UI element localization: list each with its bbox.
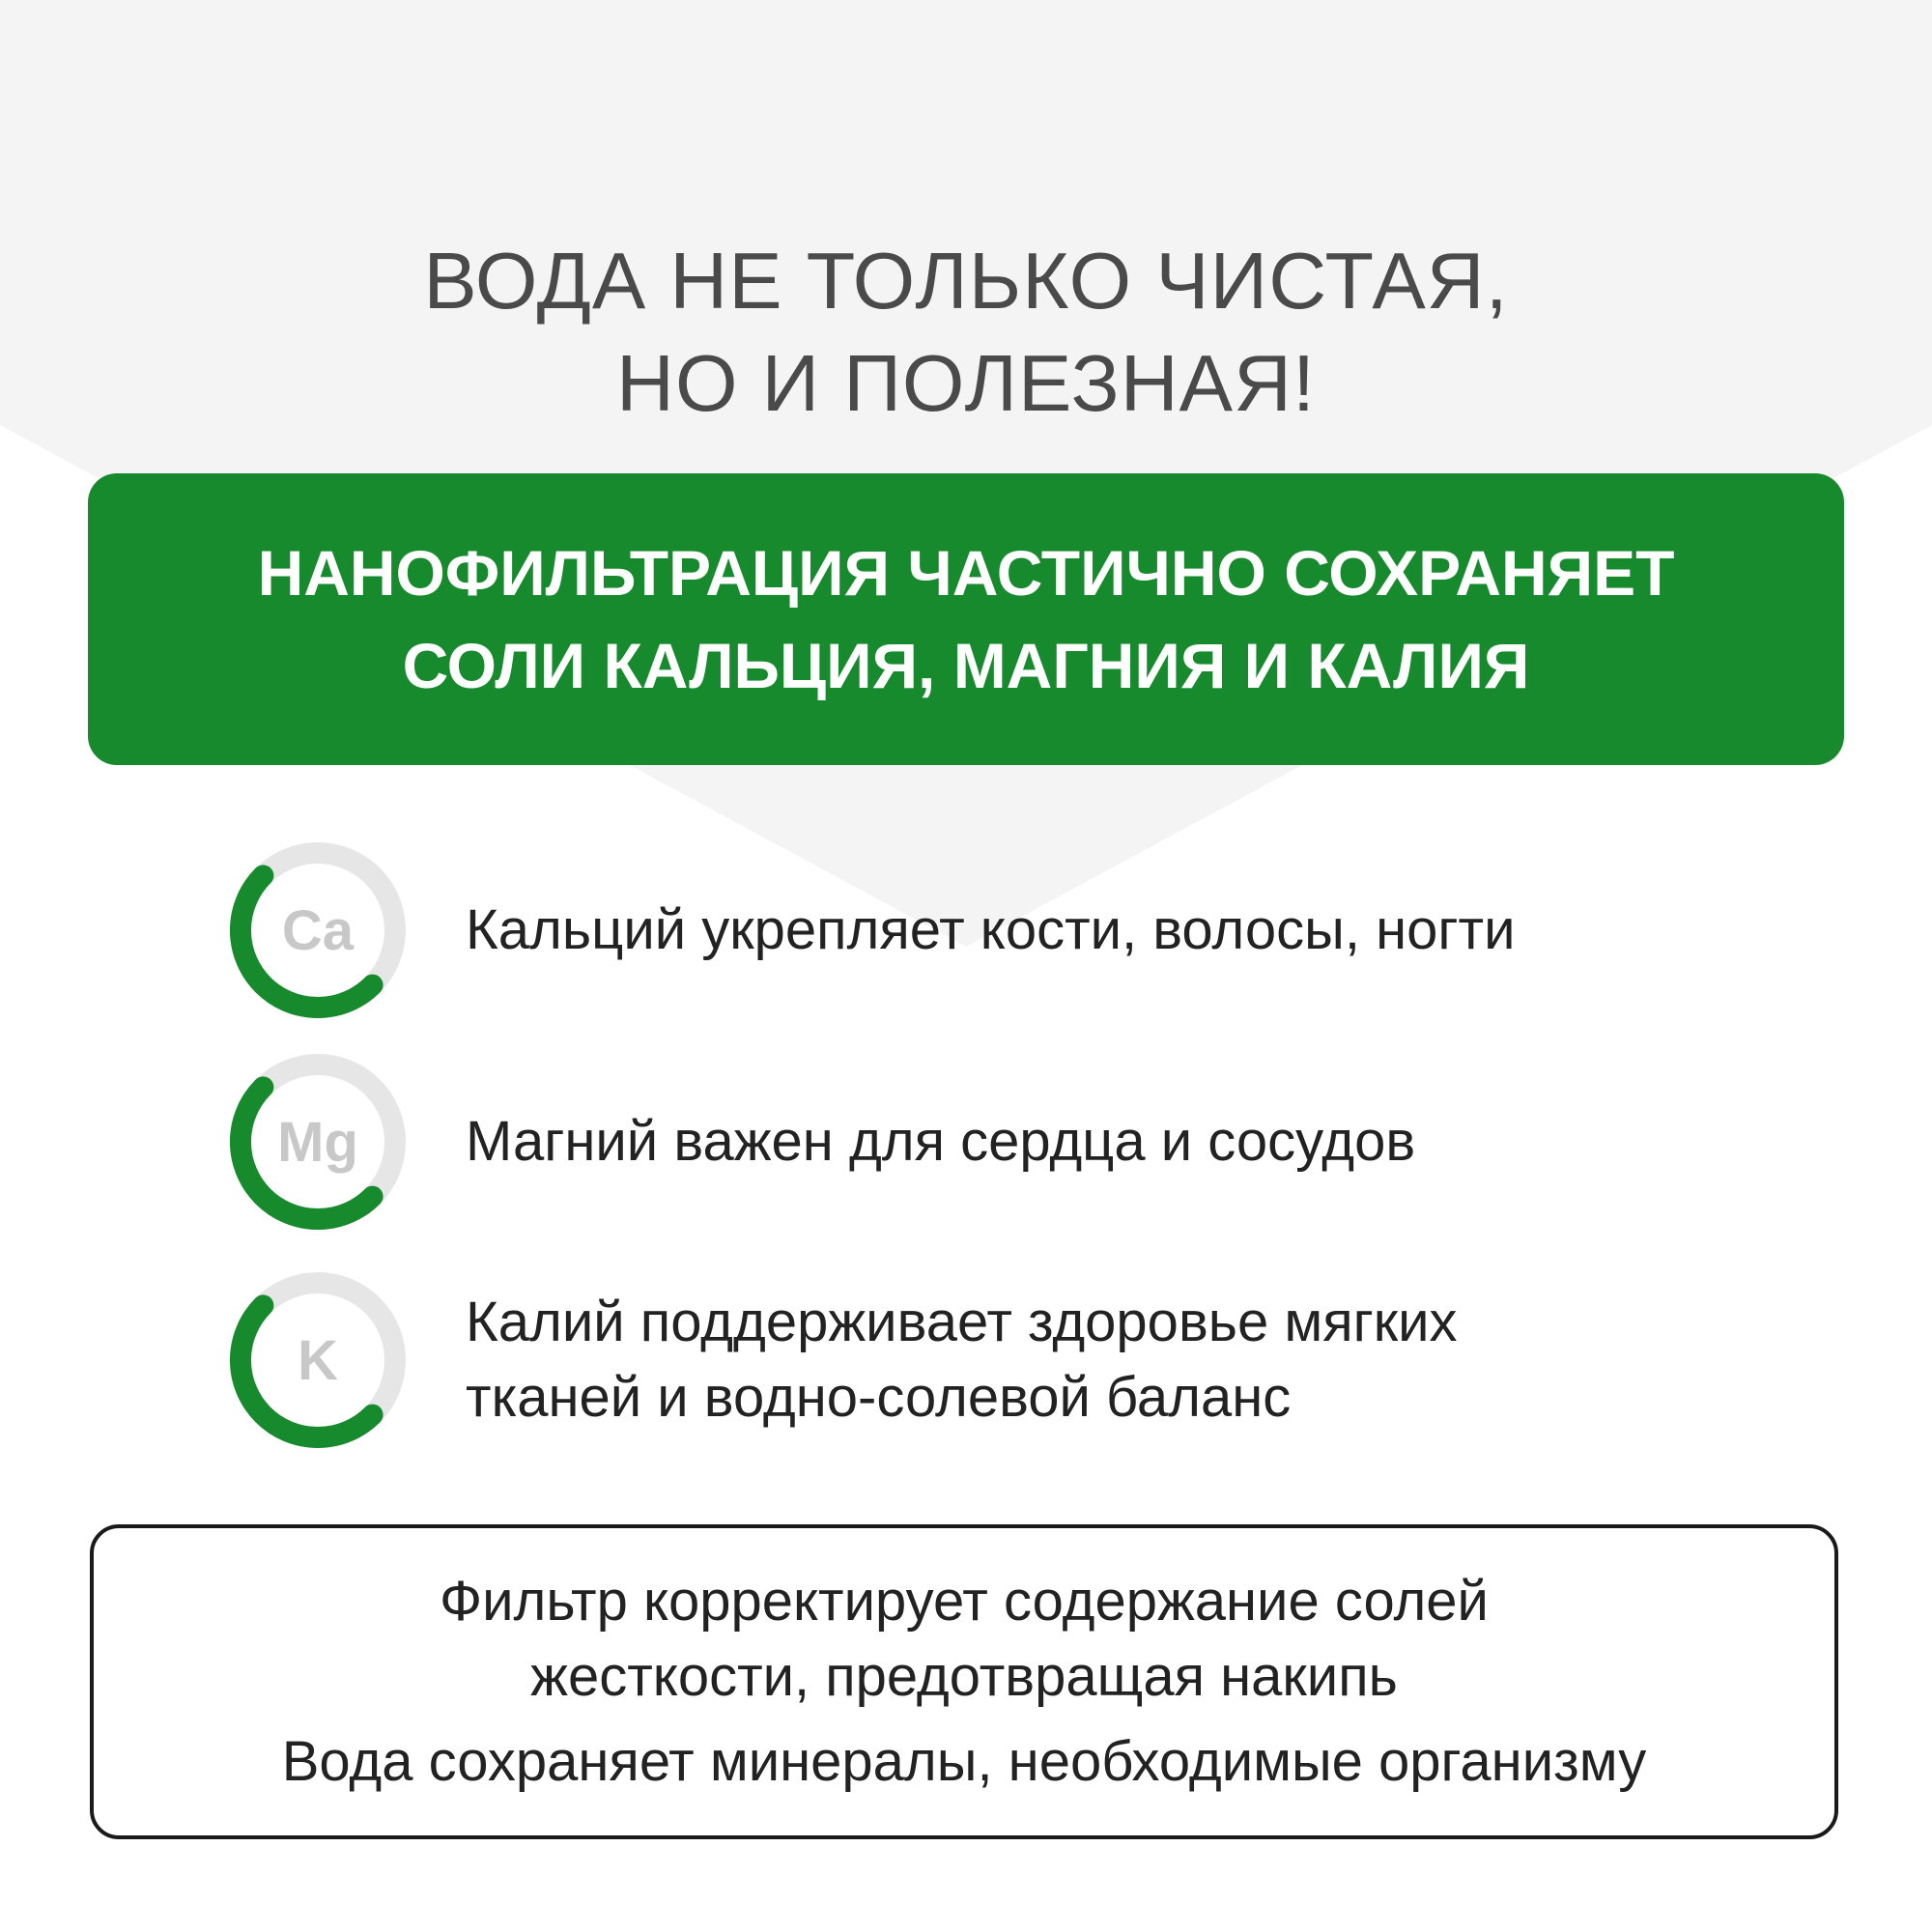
magnesium-symbol: Mg [277,1110,358,1174]
info-line-2: жесткости, предотвращая накипь [530,1645,1398,1708]
headline [0,230,1932,435]
banner-line-1: НАНОФИЛЬТРАЦИЯ ЧАСТИЧНО СОХРАНЯЕТ [257,537,1675,609]
nanofiltration-banner [88,473,1844,765]
calcium-description-line-1: Кальций укрепляет кости, волосы, ногти [466,898,1516,961]
banner-line-2: СОЛИ КАЛЬЦИЯ, МАГНИЯ И КАЛИЯ [402,630,1530,701]
mineral-item-potassium [226,1268,1772,1452]
potassium-symbol: K [298,1328,338,1392]
info-box [90,1524,1838,1839]
potassium-description-line-1: Калий поддерживает здоровье мягких [466,1291,1458,1353]
mineral-item-calcium [226,838,1772,1022]
potassium-description [466,1268,1721,1452]
info-line-3: Вода сохраняет минералы, необходимые организму [281,1730,1647,1793]
info-line-1: Фильтр корректирует содержание солей [440,1570,1489,1633]
headline-line-1: ВОДА НЕ ТОЛЬКО ЧИСТАЯ, [423,236,1509,326]
magnesium-description [466,1050,1721,1234]
mineral-item-magnesium [226,1050,1772,1234]
calcium-symbol: Ca [281,898,355,962]
magnesium-description-line-1: Магний важен для сердца и сосудов [466,1110,1416,1173]
calcium-description [466,838,1721,1022]
headline-line-2: НО И ПОЛЕЗНАЯ! [616,338,1316,428]
potassium-description-line-2: тканей и водно-солевой баланс [466,1366,1292,1429]
